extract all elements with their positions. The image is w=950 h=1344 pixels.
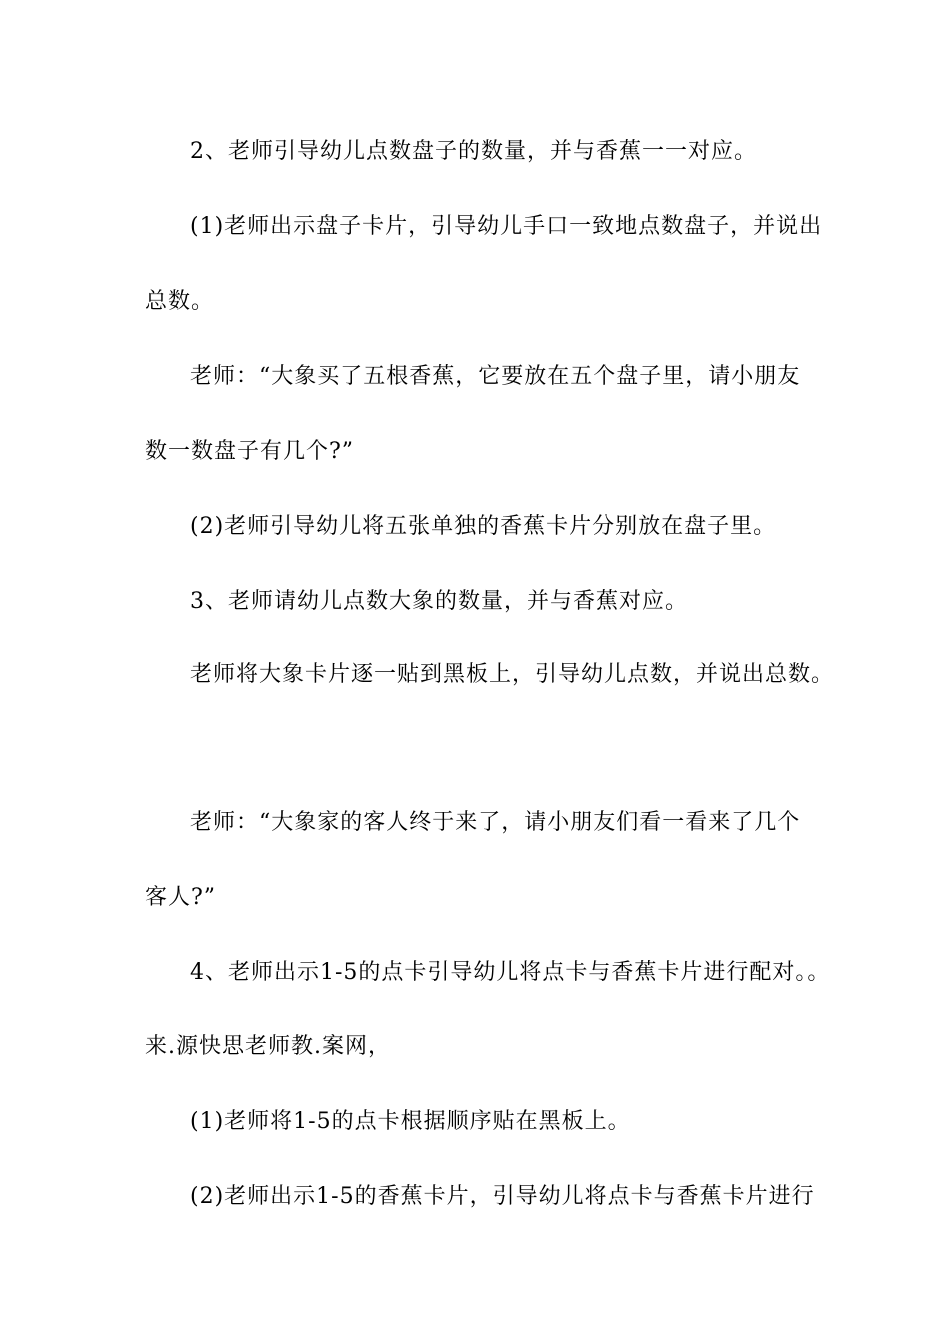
paragraph-step-2-1-cont: 总数。: [145, 289, 215, 314]
paragraph-step-3-detail: 老师将大象卡片逐一贴到黑板上，引导幼儿点数，并说出总数。: [190, 662, 835, 687]
paragraph-step-2-1: (1)老师出示盘子卡片，引导幼儿手口一致地点数盘子，并说出: [190, 214, 823, 239]
paragraph-step-2: 2、老师引导幼儿点数盘子的数量，并与香蕉一一对应。: [190, 139, 757, 164]
paragraph-teacher-quote-2-cont: 客人?”: [145, 885, 217, 910]
paragraph-teacher-quote-1: 老师：“大象买了五根香蕉，它要放在五个盘子里，请小朋友: [190, 364, 801, 389]
paragraph-teacher-quote-1-cont: 数一数盘子有几个?”: [145, 439, 355, 464]
paragraph-step-2-2: (2)老师引导幼儿将五张单独的香蕉卡片分别放在盘子里。: [190, 514, 777, 539]
paragraph-step-3: 3、老师请幼儿点数大象的数量，并与香蕉对应。: [190, 589, 688, 614]
paragraph-teacher-quote-2: 老师：“大象家的客人终于来了，请小朋友们看一看来了几个: [190, 810, 801, 835]
paragraph-source-note: 来.源快思老师教.案网，: [145, 1034, 391, 1059]
paragraph-step-4-1: (1)老师将1-5的点卡根据顺序贴在黑板上。: [190, 1109, 631, 1134]
paragraph-step-4: 4、老师出示1-5的点卡引导幼儿将点卡与香蕉卡片进行配对。。: [190, 960, 831, 985]
paragraph-step-4-2: (2)老师出示1-5的香蕉卡片，引导幼儿将点卡与香蕉卡片进行: [190, 1184, 815, 1209]
